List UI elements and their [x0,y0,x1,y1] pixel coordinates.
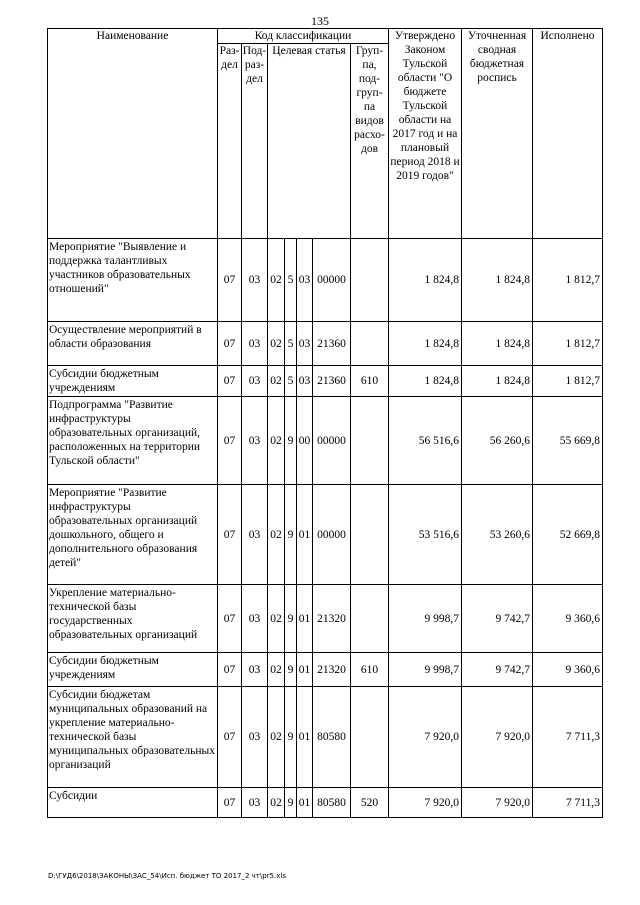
cell-refined: 1 824,8 [462,366,533,397]
cell-t3: 01 [297,485,313,585]
cell-t4: 00000 [313,397,351,485]
cell-group [351,397,389,485]
cell-approved: 1 824,8 [389,366,462,397]
cell-section: 07 [218,653,242,687]
cell-t2: 9 [285,585,297,653]
cell-refined: 1 824,8 [462,322,533,366]
cell-approved: 1 824,8 [389,322,462,366]
cell-group: 610 [351,366,389,397]
cell-t3: 01 [297,653,313,687]
table-row [48,239,603,322]
cell-t1: 02 [268,366,285,397]
cell-section: 07 [218,322,242,366]
cell-subsection: 03 [242,366,268,397]
cell-executed: 1 812,7 [533,239,603,322]
cell-t3: 00 [297,397,313,485]
table-row [48,653,603,687]
budget-table [47,28,603,818]
cell-t4: 21320 [313,653,351,687]
cell-t4: 21320 [313,585,351,653]
cell-executed: 9 360,6 [533,585,603,653]
cell-name: Укрепление материально-технической базы государственных образовательных организаций [48,585,218,653]
cell-subsection: 03 [242,397,268,485]
cell-executed: 52 669,8 [533,485,603,585]
cell-group: 520 [351,788,389,818]
table-row [48,687,603,788]
cell-group [351,485,389,585]
cell-executed: 7 711,3 [533,687,603,788]
cell-group [351,585,389,653]
cell-t4: 80580 [313,788,351,818]
cell-name: Субсидии [48,788,218,818]
cell-section: 07 [218,788,242,818]
cell-t1: 02 [268,585,285,653]
cell-group [351,322,389,366]
cell-t2: 9 [285,788,297,818]
cell-t3: 01 [297,585,313,653]
cell-section: 07 [218,239,242,322]
cell-section: 07 [218,585,242,653]
cell-t1: 02 [268,397,285,485]
cell-t1: 02 [268,239,285,322]
cell-approved: 9 998,7 [389,585,462,653]
file-path-footer: D:\ГУД6\2018\ЗАКОНЫ\ЗАС_54\Исп. бюджет ТО 2017_2 чт\pr5.xls [48,872,286,880]
table-row [48,788,603,818]
table-row [48,585,603,653]
cell-executed: 1 812,7 [533,322,603,366]
cell-executed: 7 711,3 [533,788,603,818]
cell-executed: 9 360,6 [533,653,603,687]
header-subsection: Под- раз- дел [242,44,268,239]
page-number: 135 [311,14,329,28]
cell-t2: 9 [285,653,297,687]
cell-executed: 1 812,7 [533,366,603,397]
cell-section: 07 [218,687,242,788]
table-row [48,366,603,397]
cell-t3: 03 [297,366,313,397]
cell-t3: 03 [297,322,313,366]
table-row [48,397,603,485]
cell-t1: 02 [268,788,285,818]
cell-approved: 1 824,8 [389,239,462,322]
cell-approved: 56 516,6 [389,397,462,485]
cell-section: 07 [218,397,242,485]
cell-t1: 02 [268,322,285,366]
cell-approved: 9 998,7 [389,653,462,687]
cell-group: 610 [351,653,389,687]
header-executed: Исполнено [533,29,603,239]
cell-subsection: 03 [242,585,268,653]
cell-name: Субсидии бюджетным учреждениям [48,653,218,687]
cell-group [351,687,389,788]
cell-refined: 9 742,7 [462,653,533,687]
cell-t2: 9 [285,485,297,585]
header-target-article: Целевая статья [268,44,351,239]
cell-t4: 00000 [313,239,351,322]
cell-name: Мероприятие "Выявление и поддержка талантливых участников образовательных отношений" [48,239,218,322]
cell-refined: 9 742,7 [462,585,533,653]
cell-name: Субсидии бюджетным учреждениям [48,366,218,397]
cell-t3: 03 [297,239,313,322]
cell-refined: 7 920,0 [462,788,533,818]
header-expense-group: Груп- па, под- груп- па видов расхо- дов [351,44,389,239]
cell-t2: 5 [285,366,297,397]
cell-executed: 55 669,8 [533,397,603,485]
cell-refined: 1 824,8 [462,239,533,322]
cell-section: 07 [218,485,242,585]
cell-name: Мероприятие "Развитие инфраструктуры образовательных организаций дошкольного, общего и дополнительного образования детей" [48,485,218,585]
cell-t2: 5 [285,239,297,322]
header-approved: Утверждено Законом Тульской области "О бюджете Тульской области на 2017 год и на плановый период 2018 и 2019 годов" [389,29,462,239]
cell-section: 07 [218,366,242,397]
cell-t2: 9 [285,687,297,788]
cell-refined: 7 920,0 [462,687,533,788]
cell-subsection: 03 [242,322,268,366]
cell-name: Осуществление мероприятий в области образования [48,322,218,366]
cell-subsection: 03 [242,653,268,687]
cell-t4: 21360 [313,322,351,366]
cell-t3: 01 [297,687,313,788]
header-section: Раз- дел [218,44,242,239]
header-refined: Уточненная сводная бюджетная роспись [462,29,533,239]
cell-t1: 02 [268,485,285,585]
header-classification: Код классификации [218,29,389,44]
table-row [48,322,603,366]
cell-t4: 21360 [313,366,351,397]
cell-approved: 7 920,0 [389,687,462,788]
cell-subsection: 03 [242,239,268,322]
cell-subsection: 03 [242,788,268,818]
cell-t1: 02 [268,653,285,687]
cell-approved: 53 516,6 [389,485,462,585]
cell-t1: 02 [268,687,285,788]
cell-t2: 5 [285,322,297,366]
cell-group [351,239,389,322]
table-row [48,485,603,585]
cell-refined: 53 260,6 [462,485,533,585]
cell-t4: 00000 [313,485,351,585]
cell-t3: 01 [297,788,313,818]
cell-subsection: 03 [242,485,268,585]
cell-refined: 56 260,6 [462,397,533,485]
cell-subsection: 03 [242,687,268,788]
header-name: Наименование [48,29,218,239]
cell-t4: 80580 [313,687,351,788]
cell-name: Подпрограмма "Развитие инфраструктуры образовательных организаций, расположенных на территории Тульской области" [48,397,218,485]
cell-approved: 7 920,0 [389,788,462,818]
cell-name: Субсидии бюджетам муниципальных образований на укрепление материально-технической базы муниципальных образовательных организаций [48,687,218,788]
cell-t2: 9 [285,397,297,485]
